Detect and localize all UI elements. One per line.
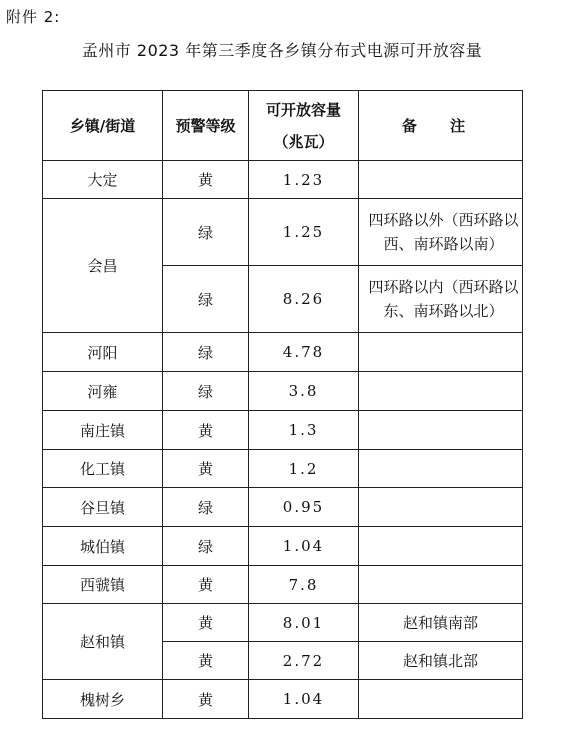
cell-town: 大定 xyxy=(43,161,163,199)
table-row xyxy=(43,161,523,199)
cell-capacity: 1.2 xyxy=(249,450,359,488)
cell-town: 化工镇 xyxy=(43,450,163,488)
cell-capacity: 8.01 xyxy=(249,604,359,642)
cell-town: 河阳 xyxy=(43,333,163,372)
cell-town: 会昌 xyxy=(43,199,163,333)
cell-town: 谷旦镇 xyxy=(43,488,163,527)
cell-town: 南庄镇 xyxy=(43,411,163,450)
attachment-label: 附件 2: xyxy=(6,8,61,26)
cell-capacity: 8.26 xyxy=(249,266,359,333)
cell-note xyxy=(359,488,523,527)
table-row xyxy=(43,372,523,411)
cell-note xyxy=(359,680,523,719)
cell-town: 赵和镇 xyxy=(43,604,163,680)
table-row xyxy=(43,199,523,266)
cell-level: 绿 xyxy=(163,199,249,266)
cell-capacity: 1.23 xyxy=(249,161,359,199)
table-row xyxy=(43,450,523,488)
cell-level: 黄 xyxy=(163,680,249,719)
cell-level: 黄 xyxy=(163,642,249,680)
cell-note: 四环路以内（西环路以东、南环路以北） xyxy=(359,266,523,333)
table-row xyxy=(43,488,523,527)
table-row xyxy=(43,527,523,566)
cell-level: 绿 xyxy=(163,372,249,411)
cell-note: 四环路以外（西环路以西、南环路以南） xyxy=(359,199,523,266)
table-row xyxy=(43,604,523,642)
cell-level: 绿 xyxy=(163,266,249,333)
header-capacity-line2: （兆瓦） xyxy=(273,132,334,151)
cell-capacity: 1.3 xyxy=(249,411,359,450)
cell-capacity: 2.72 xyxy=(249,642,359,680)
cell-level: 绿 xyxy=(163,333,249,372)
cell-town: 西虢镇 xyxy=(43,566,163,604)
document-title: 孟州市 2023 年第三季度各乡镇分布式电源可开放容量 xyxy=(81,41,483,60)
cell-capacity: 4.78 xyxy=(249,333,359,372)
table-row xyxy=(43,333,523,372)
header-town: 乡镇/街道 xyxy=(43,91,163,161)
table-row xyxy=(43,680,523,719)
header-level: 预警等级 xyxy=(163,91,249,161)
cell-level: 黄 xyxy=(163,604,249,642)
cell-note xyxy=(359,566,523,604)
cell-note xyxy=(359,527,523,566)
cell-capacity: 1.04 xyxy=(249,680,359,719)
table-row xyxy=(43,411,523,450)
cell-note: 赵和镇北部 xyxy=(359,642,523,680)
cell-note xyxy=(359,372,523,411)
cell-capacity: 0.95 xyxy=(249,488,359,527)
table-header-row xyxy=(43,91,523,161)
cell-note xyxy=(359,450,523,488)
cell-note xyxy=(359,333,523,372)
cell-note xyxy=(359,411,523,450)
cell-level: 黄 xyxy=(163,450,249,488)
cell-level: 绿 xyxy=(163,527,249,566)
cell-level: 黄 xyxy=(163,411,249,450)
cell-level: 黄 xyxy=(163,161,249,199)
header-note: 备 注 xyxy=(359,91,523,161)
cell-town: 河雍 xyxy=(43,372,163,411)
cell-capacity: 7.8 xyxy=(249,566,359,604)
cell-level: 绿 xyxy=(163,488,249,527)
cell-note: 赵和镇南部 xyxy=(359,604,523,642)
cell-capacity: 1.04 xyxy=(249,527,359,566)
capacity-table xyxy=(42,90,523,719)
header-capacity-line1: 可开放容量 xyxy=(265,100,341,119)
cell-town: 槐树乡 xyxy=(43,680,163,719)
cell-capacity: 1.25 xyxy=(249,199,359,266)
cell-capacity: 3.8 xyxy=(249,372,359,411)
table-row xyxy=(43,566,523,604)
header-capacity xyxy=(249,91,359,161)
cell-note xyxy=(359,161,523,199)
cell-level: 黄 xyxy=(163,566,249,604)
cell-town: 城伯镇 xyxy=(43,527,163,566)
